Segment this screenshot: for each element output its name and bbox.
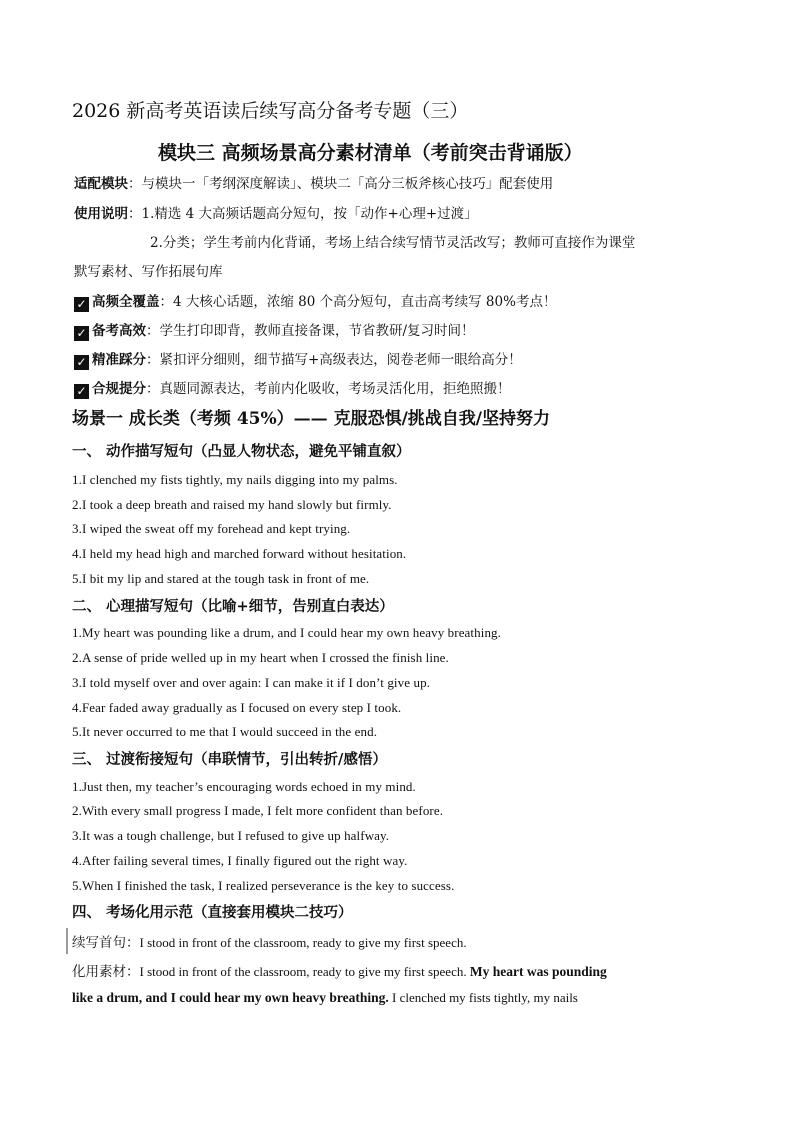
feature-1: [74, 290, 556, 312]
list-item: 1.Just then, my teacher’s encouraging words echoed in my mind.: [72, 779, 416, 794]
list-item: 1.My heart was pounding like a drum, and I could hear my own heavy breathing.: [72, 625, 502, 640]
checkbox-checked-icon: ✓: [74, 326, 89, 341]
feature-text: ：真题同源表达，考前内化吸收，考场灵活化用，拒绝照搬！: [146, 381, 511, 397]
checkbox-checked-icon: ✓: [74, 384, 89, 399]
quote-bar: [66, 928, 68, 954]
feature-label: 合规提分: [92, 381, 146, 397]
usage-label: 使用说明: [74, 206, 128, 222]
section-heading: 一、 动作描写短句（凸显人物状态，避免平铺直叙）: [72, 443, 411, 460]
scene-title: 场景一 成长类（考频 45%）—— 克服恐惧/挑战自我/坚持努力: [72, 409, 550, 429]
adapt-text: ：与模块一「考纲深度解读」、模块二「高分三板斧核心技巧」配套使用: [128, 176, 554, 192]
feature-text: ：学生打印即背，教师直接备课，节省教研/复习时间！: [146, 323, 475, 339]
list-item: 3.It was a tough challenge, but I refused to give up halfway.: [72, 828, 390, 843]
adapt-label: 适配模块: [74, 176, 128, 192]
example-use-label: 化用素材：: [72, 964, 140, 980]
adapt-line: [74, 172, 553, 192]
example-use-line-2: [72, 990, 578, 1006]
example-use-text: I stood in front of the classroom, ready to give my first speech.: [139, 964, 470, 979]
list-item: 5.It never occurred to me that I would succeed in the end.: [72, 724, 378, 739]
list-item: 2.A sense of pride welled up in my heart when I crossed the finish line.: [72, 650, 449, 665]
list-item: 3.I wiped the sweat off my forehead and kept trying.: [72, 521, 351, 536]
example-bold-2: like a drum, and I could hear my own heavy breathing.: [72, 990, 389, 1005]
list-item: 4.I held my head high and marched forward without hesitation.: [72, 546, 407, 561]
feature-label: 备考高效: [92, 323, 146, 339]
checkbox-checked-icon: ✓: [74, 297, 89, 312]
list-item: 5.When I finished the task, I realized perseverance is the key to success.: [72, 878, 455, 893]
list-item: 1.I clenched my fists tightly, my nails digging into my palms.: [72, 472, 398, 487]
usage-line-1: [74, 202, 478, 222]
document-title: 2026 新高考英语读后续写高分备考专题（三）: [72, 100, 469, 122]
feature-3: [74, 348, 522, 370]
module-title: 模块三 高频场景高分素材清单（考前突击背诵版）: [158, 142, 583, 164]
feature-label: 精准踩分: [92, 352, 146, 368]
usage-line-2: 2.分类；学生考前内化背诵，考场上结合续写情节灵活改写；教师可直接作为课堂: [150, 235, 636, 251]
example-use-tail: I clenched my fists tightly, my nails: [388, 990, 578, 1005]
list-item: 2.I took a deep breath and raised my hand slowly but firmly.: [72, 497, 392, 512]
example-first-line: [72, 931, 467, 951]
list-item: 5.I bit my lip and stared at the tough task in front of me.: [72, 571, 370, 586]
feature-label: 高频全覆盖: [92, 294, 160, 310]
example-first-text: I stood in front of the classroom, ready to give my first speech.: [139, 935, 467, 950]
feature-text: ：紧扣评分细则，细节描写+高级表达，阅卷老师一眼给高分！: [146, 352, 522, 368]
usage-line-3: 默写素材、写作拓展句库: [74, 264, 223, 280]
list-item: 2.With every small progress I made, I felt more confident than before.: [72, 803, 444, 818]
feature-text: ：4 大核心话题，浓缩 80 个高分短句，直击高考续写 80%考点！: [159, 294, 557, 310]
section-heading: 四、 考场化用示范（直接套用模块二技巧）: [72, 904, 353, 921]
usage-text-1: ：1.精选 4 大高频话题高分短句，按「动作+心理+过渡」: [128, 206, 478, 222]
example-use-line: [72, 960, 607, 980]
list-item: 4.Fear faded away gradually as I focused on every step I took.: [72, 700, 402, 715]
feature-4: [74, 377, 511, 399]
example-first-label: 续写首句：: [72, 935, 140, 951]
example-bold-1: My heart was pounding: [469, 964, 607, 979]
feature-2: [74, 319, 475, 341]
section-heading: 三、 过渡衔接短句（串联情节，引出转折/感悟）: [72, 751, 387, 768]
list-item: 4.After failing several times, I finally figured out the right way.: [72, 853, 408, 868]
checkbox-checked-icon: ✓: [74, 355, 89, 370]
section-heading: 二、 心理描写短句（比喻+细节，告别直白表达）: [72, 598, 394, 615]
list-item: 3.I told myself over and over again: I can make it if I don’t give up.: [72, 675, 431, 690]
